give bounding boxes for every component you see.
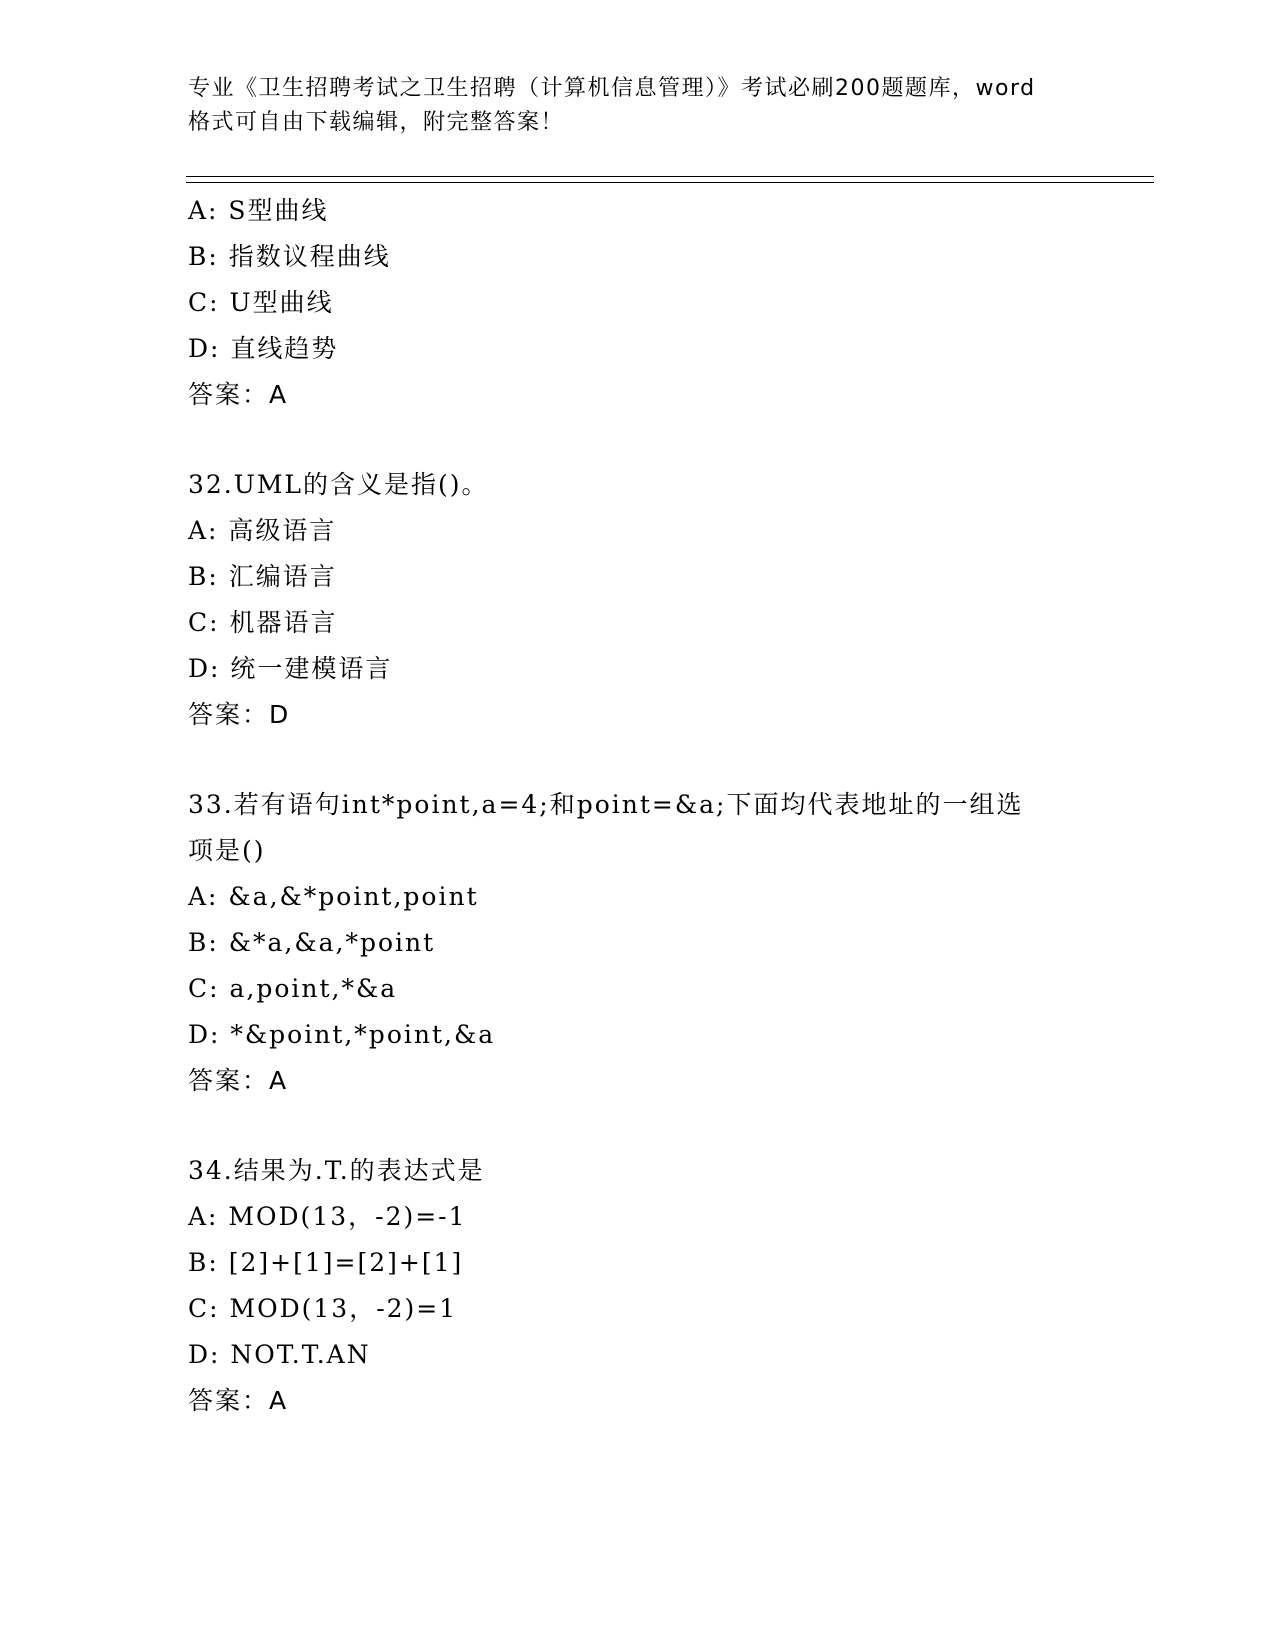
header-line-2: 格式可自由下载编辑，附完整答案！ bbox=[188, 110, 565, 135]
header-divider-bottom bbox=[186, 182, 1154, 183]
option-d: D: *&point,*point,&a bbox=[188, 1020, 496, 1049]
option-b: B: &*a,&a,*point bbox=[188, 928, 436, 957]
option-a: A: MOD(13，-2)=-1 bbox=[188, 1202, 467, 1231]
option-b: B: 汇编语言 bbox=[188, 562, 337, 591]
document-header bbox=[188, 72, 1088, 140]
option-d: D: NOT.T.AN bbox=[188, 1340, 371, 1369]
option-a: A: &a,&*point,point bbox=[188, 882, 479, 911]
answer: 答案：A bbox=[188, 1066, 289, 1095]
option-d: D: 直线趋势 bbox=[188, 334, 339, 363]
option-c: C: 机器语言 bbox=[188, 608, 338, 637]
header-divider-top bbox=[186, 176, 1154, 177]
question-32 bbox=[188, 462, 1088, 738]
answer: 答案：A bbox=[188, 380, 289, 409]
question-stem: 34.结果为.T.的表达式是 bbox=[188, 1156, 485, 1185]
option-c: C: MOD(13，-2)=1 bbox=[188, 1294, 458, 1323]
question-34 bbox=[188, 1148, 1088, 1424]
answer: 答案：D bbox=[188, 700, 291, 729]
question-33 bbox=[188, 782, 1088, 1104]
option-c: C: U型曲线 bbox=[188, 288, 334, 317]
option-a: A: 高级语言 bbox=[188, 516, 337, 545]
question-stem: 33.若有语句int*point,a=4;和point=&a;下面均代表地址的一组选项是() bbox=[188, 790, 1024, 865]
option-c: C: a,point,*&a bbox=[188, 974, 398, 1003]
option-b: B: 指数议程曲线 bbox=[188, 242, 391, 271]
header-line-1: 专业《卫生招聘考试之卫生招聘（计算机信息管理）》考试必刷200题题库，word bbox=[188, 76, 1036, 101]
question-31 bbox=[188, 188, 1088, 418]
option-b: B: [2]+[1]=[2]+[1] bbox=[188, 1248, 464, 1277]
option-d: D: 统一建模语言 bbox=[188, 654, 393, 683]
question-stem: 32.UML的含义是指()。 bbox=[188, 470, 489, 499]
question-list bbox=[188, 188, 1088, 1468]
option-a: A: S型曲线 bbox=[188, 196, 329, 225]
answer: 答案：A bbox=[188, 1386, 289, 1415]
